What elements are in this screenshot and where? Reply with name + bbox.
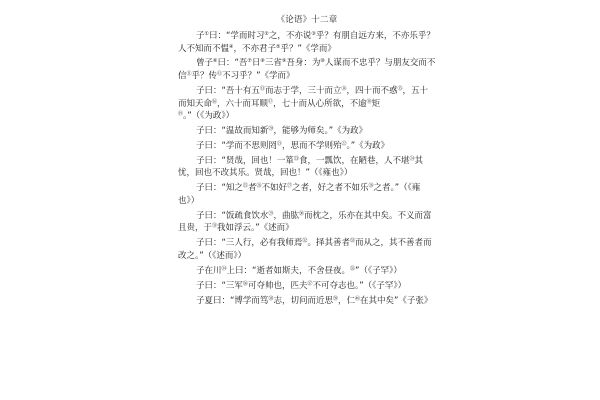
text-run: 子曰：: [196, 210, 222, 221]
footnote-marker: ㊱: [242, 280, 248, 287]
paragraph-7: [178, 182, 436, 207]
text-run: ，四十而不惑: [346, 85, 398, 96]
footnote-marker: ⑤: [276, 43, 281, 50]
text-run: 之者。”（《雍也》）: [178, 183, 421, 206]
text-run: 曰：: [217, 58, 235, 69]
text-run: “学而不思则罔: [221, 140, 277, 151]
paragraph-8: [178, 210, 436, 235]
text-run: “博学而笃: [230, 295, 269, 306]
footnote-marker: ⑦: [247, 58, 252, 65]
paragraph-3: [178, 85, 436, 123]
paragraph-11: [178, 280, 436, 293]
footnote-marker: ㉒: [341, 140, 347, 147]
footnote-marker: ㊳: [268, 295, 274, 302]
text-run: ”（《子罕》）: [354, 265, 402, 276]
footnote-marker: ⑪: [186, 71, 192, 78]
footnote-marker: ⑮: [397, 85, 403, 92]
text-run: “三人行，必有我师焉: [221, 238, 303, 249]
text-run: 。”《为政》: [346, 140, 390, 151]
footnote-marker: ㊲: [307, 280, 313, 287]
paragraph-9: [178, 237, 436, 262]
text-run: “三军: [221, 280, 243, 291]
text-run: “知之: [221, 183, 243, 194]
paragraph-list: [178, 30, 436, 307]
text-run: 志，切问而近思: [273, 295, 333, 306]
text-run: 子曰：: [196, 238, 222, 249]
text-run: ，仁: [337, 295, 355, 306]
footnote-marker: ⑬: [259, 85, 265, 92]
paragraph-5: [178, 140, 436, 153]
text-run: 不习乎？”《学而》: [222, 71, 295, 82]
text-run: ，六十而耳顺: [217, 98, 269, 109]
footnote-marker: ①: [204, 31, 209, 37]
footnote-marker: ③: [311, 31, 316, 37]
text-run: 食，一瓢饮，在陋巷，人不堪: [298, 155, 410, 166]
text-run: 。择其善者: [307, 238, 350, 249]
text-run: “温故而知新: [221, 126, 269, 137]
text-run: 其忧，回也不改其乐。贤哉，回也！”（《雍也》）: [178, 155, 423, 179]
footnote-marker: ⑳: [268, 126, 274, 133]
text-run: 乎？传: [191, 71, 218, 82]
paragraph-10: [178, 265, 436, 278]
footnote-marker: ⑥: [213, 58, 218, 65]
text-run: ，不亦君子: [233, 43, 277, 54]
text-run: “贤哉，回也！一箪: [221, 155, 294, 166]
text-run: 。”（《为政》）: [183, 111, 235, 122]
text-run: “学而时习: [226, 31, 265, 41]
footnote-marker: ㊵: [354, 295, 360, 302]
paragraph-4: [178, 125, 436, 138]
text-run: 子在川: [196, 265, 222, 276]
footnote-marker: ⑱: [366, 98, 372, 105]
footnote-marker: ㉓: [293, 155, 299, 162]
text-run: 乎？有朋自远方来，不亦乐乎？人不知而不愠: [178, 31, 435, 54]
text-run: 人谋而不忠乎？与朋友交而不信: [178, 58, 436, 82]
text-run: 之者，好之者不如乐: [292, 183, 369, 194]
footnote-marker: ㉚: [298, 210, 304, 217]
footnote-marker: ㉞: [221, 265, 227, 272]
footnote-marker: ㉝: [349, 238, 355, 245]
footnote-marker: ④: [229, 43, 234, 50]
paragraph-12: [178, 295, 436, 308]
footnote-marker: ⑯: [212, 98, 218, 105]
paragraph-6: [178, 155, 436, 180]
footnote-marker: ㉔: [409, 155, 415, 162]
text-run: 子夏曰：: [196, 295, 231, 306]
text-run: ，七十而从心所欲，不逾: [273, 98, 367, 109]
footnote-marker: ㉜: [302, 238, 308, 245]
text-run: ，思而不学则殆: [281, 140, 342, 151]
footnote-marker: ⑲: [178, 111, 184, 118]
footnote-marker: ㉘: [368, 183, 374, 190]
footnote-marker: ㉕: [242, 183, 248, 190]
text-run: 矩: [371, 98, 381, 109]
footnote-marker: ㉑: [276, 140, 282, 147]
text-run: ，曲肱: [273, 210, 299, 221]
text-run: 子曰：: [196, 126, 222, 137]
footnote-marker: ②: [264, 31, 269, 37]
text-run: ，五十而知天命: [178, 85, 429, 109]
text-run: 而枕之，乐亦在其中矣。不义而富且贵，于: [178, 210, 432, 234]
text-run: 之，不亦说: [268, 31, 312, 41]
text-run: 子曰：: [196, 155, 222, 166]
text-run: 在其中矣”《子张》: [360, 295, 433, 306]
text-run: 三省: [264, 58, 282, 69]
footnote-marker: ㊴: [332, 295, 338, 302]
text-run: “饭疏食饮水: [221, 210, 269, 221]
text-run: 而志于学，三十而立: [264, 85, 342, 96]
text-run: 而从之，其不善者而改之。”（《述而》）: [178, 238, 432, 261]
text-run: 乎？”《学而》: [280, 43, 336, 54]
text-run: 者: [247, 183, 257, 194]
text-run: 子曰：: [196, 280, 222, 291]
text-run: 子曰：: [196, 85, 222, 96]
footnote-marker: ㉛: [212, 223, 218, 230]
footnote-marker: ㉗: [286, 183, 292, 190]
text-run: “吾十有五: [221, 85, 260, 96]
paragraph-2: [178, 57, 436, 82]
text-run: 不可夺志也。”（《子罕》）: [312, 280, 407, 291]
paragraph-1: [178, 30, 436, 55]
text-run: 子曰：: [196, 183, 222, 194]
text-run: 我如浮云。”《述而》: [217, 223, 294, 234]
text-run: 可夺帅也，匹夫: [247, 280, 308, 291]
footnote-marker: ⑫: [217, 71, 223, 78]
text-run: “逝者如斯夫，不舍昼夜。: [252, 265, 350, 276]
footnote-marker: ⑨: [281, 58, 287, 65]
text-run: 子: [196, 31, 205, 41]
footnote-marker: ⑭: [341, 85, 347, 92]
document-body: [178, 14, 436, 309]
document-title: 《论语》十二章: [276, 15, 338, 25]
footnote-marker: ⑰: [268, 98, 274, 105]
footnote-marker: ⑩: [320, 58, 325, 65]
text-run: 曰：: [209, 31, 227, 41]
footnote-marker: ㉟: [349, 265, 355, 272]
footnote-marker: ㉖: [256, 183, 262, 190]
text-run: 吾身：为: [286, 58, 321, 69]
text-run: 子曰：: [196, 140, 222, 151]
text-run: 不如好: [261, 183, 287, 194]
text-run: 日: [251, 58, 261, 69]
text-run: 曾子: [196, 58, 214, 69]
text-run: 上曰：: [226, 265, 253, 276]
footnote-marker: ㉙: [268, 210, 274, 217]
text-run: ，能够为师矣。”《为政》: [273, 126, 368, 137]
text-run: “吾: [234, 58, 248, 69]
footnote-marker: ⑧: [260, 58, 265, 65]
